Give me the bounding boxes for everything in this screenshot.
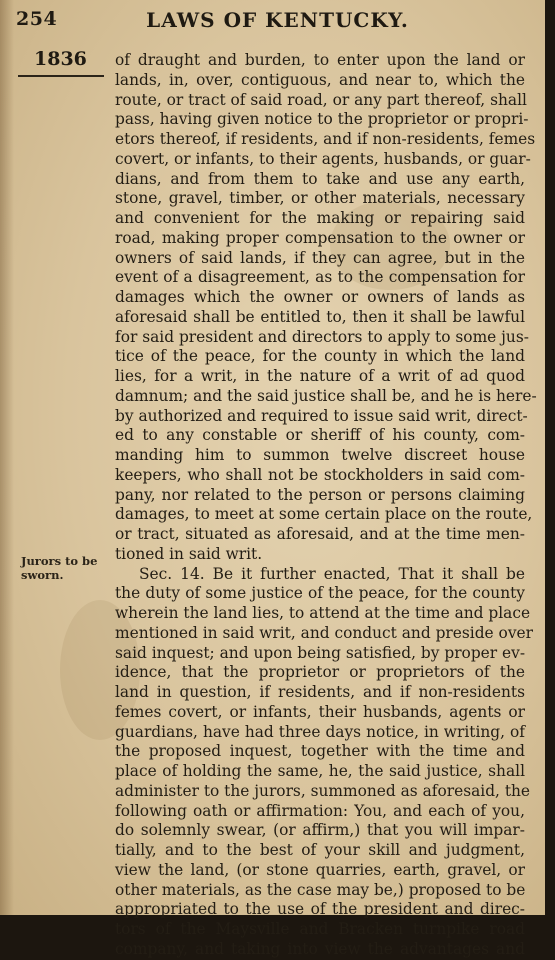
- body-line: wherein the land lies, to attend at the time and place: [115, 604, 531, 622]
- body-line: company, and taking into view the advantages and: [115, 939, 525, 958]
- body-line: tially, and to the best of your skill and judgment,: [115, 841, 525, 859]
- body-line: lies, for a writ, in the nature of a writ of ad quod: [115, 367, 525, 385]
- body-line: guardians, have had three days notice, in writing, of: [115, 722, 525, 741]
- body-line: owners of said lands, if they can agree, but in the: [115, 248, 525, 267]
- body-line: mentioned in said writ, and conduct and preside over: [115, 623, 533, 642]
- body-line: keepers, who shall not be stockholders in said com-: [115, 465, 525, 484]
- body-line: lands, in, over, contiguous, and near to, which the: [115, 70, 525, 89]
- body-line: appropriated to the use of the president and direc-: [115, 900, 525, 919]
- body-line: pass, having given notice to the proprietor or propri-: [115, 110, 529, 129]
- margin-year: 1836: [34, 48, 87, 70]
- body-line: covert, or infants, to their agents, husbands, or guar-: [115, 149, 531, 168]
- page-number: 254: [16, 8, 58, 30]
- margin-rule: [18, 75, 104, 77]
- body-line: do solemnly swear, (or affirm,) that you will impar-: [115, 821, 525, 840]
- body-line: ed to any constable or sheriff of his county, com-: [115, 426, 525, 445]
- body-line: manding him to summon twelve discreet house: [115, 446, 525, 464]
- body-line: by authorized and required to issue said writ, direct-: [115, 406, 528, 425]
- margin-note-line: Jurors to be: [21, 554, 98, 568]
- margin-note: [21, 554, 111, 582]
- body-line: view the land, (or stone quarries, earth, gravel, or: [115, 860, 525, 879]
- body-line: tioned in said writ.: [115, 544, 263, 563]
- body-line: damnum; and the said justice shall be, and he is here-: [115, 386, 537, 405]
- body-line: land in question, if residents, and if non-residents: [115, 683, 525, 701]
- body-line: femes covert, or infants, their husbands, agents or: [115, 702, 525, 721]
- body-line: dians, and from them to take and use any earth,: [115, 169, 525, 188]
- body-line: etors thereof, if residents, and if non-residents, femes: [115, 130, 536, 148]
- body-line: route, or tract of said road, or any part thereof, shall: [115, 90, 527, 109]
- body-line: following oath or affirmation: You, and each of you,: [115, 801, 525, 820]
- margin-note-line: sworn.: [21, 568, 64, 582]
- body-line: tors of the Maysville and Bracken turnpike road: [115, 920, 525, 938]
- body-line: the duty of some justice of the peace, for the county: [115, 584, 525, 603]
- body-line: damages, to meet at some certain place on the route,: [115, 505, 533, 524]
- body-line: pany, nor related to the person or persons claiming: [115, 485, 525, 504]
- body-line: or tract, situated as aforesaid, and at the time men-: [115, 525, 525, 543]
- body-line: place of holding the same, he, the said justice, shall: [115, 762, 525, 780]
- body-line: administer to the jurors, summoned as aforesaid, the: [115, 781, 531, 800]
- body-line: road, making proper compensation to the owner or: [115, 228, 525, 247]
- body-line: for said president and directors to apply to some jus-: [115, 327, 529, 346]
- body-line: other materials, as the case may be,) proposed to be: [115, 880, 526, 899]
- body-line: aforesaid shall be entitled to, then it shall be lawful: [115, 307, 525, 326]
- body-line: the proposed inquest, together with the time and: [115, 742, 525, 761]
- body-line: idence, that the proprietor or proprietors of the: [115, 663, 525, 682]
- body-line: of draught and burden, to enter upon the land or: [115, 51, 525, 69]
- body-line: damages which the owner or owners of lands as: [115, 288, 525, 306]
- body-line: said inquest; and upon being satisfied, by proper ev-: [115, 643, 526, 662]
- body-line: and convenient for the making or repairing said: [115, 209, 525, 227]
- body-line: Sec. 14. Be it further enacted, That it shall be: [139, 564, 525, 583]
- body-text: [115, 51, 537, 960]
- body-line: event of a disagreement, as to the compensation for: [115, 268, 525, 287]
- body-line: tice of the peace, for the county in which the land: [115, 347, 525, 366]
- page-header: [16, 8, 539, 38]
- running-title: LAWS OF KENTUCKY.: [146, 8, 409, 32]
- body-line: stone, gravel, timber, or other materials, necessary: [115, 189, 525, 208]
